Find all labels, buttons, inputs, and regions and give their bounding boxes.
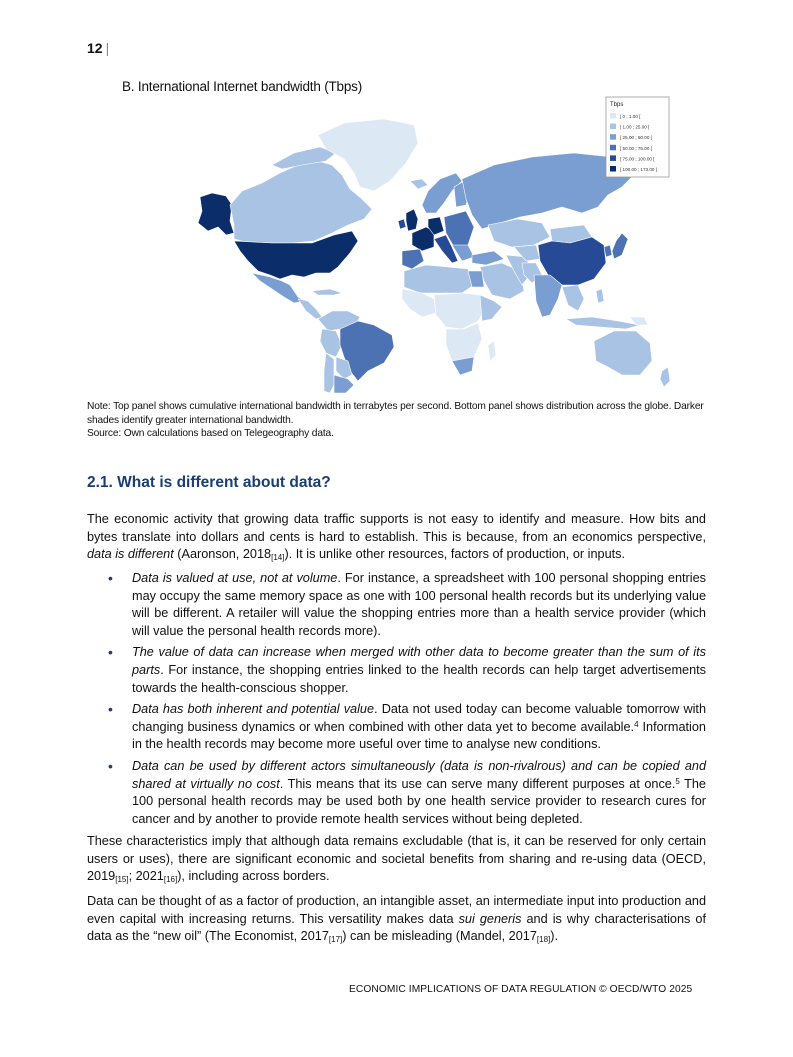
map-legend — [606, 97, 669, 177]
map-alaska — [198, 193, 234, 235]
intro-paragraph: The economic activity that growing data traffic supports is not easy to identify and measure. How bits and bytes translate into dollars and cents is hard to establish. This is because, from an economics perspective, data is different (Aaronson, $2018_{[14]}$). It is unlike other resources, factors of production, or inputs. — [87, 512, 706, 563]
page-number: 12 | — [87, 40, 110, 56]
legend-label: [ 1.00 ; 25.00 [ — [620, 124, 650, 130]
list-item: • The value of data can increase when merged with other data to become greater than the sum of its parts. For instance, the shopping entries linked to the health records can help target advertisements towards the health-conscious shopper. — [108, 644, 706, 695]
footnote-ref: 5 — [675, 776, 680, 786]
bullet-icon: • — [108, 757, 113, 774]
legend-label: [ 0 ; 1.00 [ — [620, 114, 641, 119]
map-australia — [594, 331, 652, 375]
source-text: Source: Own calculations based on Telegeography data. — [87, 428, 334, 439]
map-iceland — [410, 179, 428, 189]
bullet-icon: • — [108, 570, 113, 586]
map-iberia — [402, 249, 424, 269]
figure-note — [87, 400, 717, 441]
map-kazakhstan — [488, 219, 550, 247]
map-argentina — [334, 375, 354, 393]
map-se-asia — [562, 285, 584, 311]
map-madagascar — [488, 341, 496, 361]
map-philippines — [596, 289, 604, 303]
map-indonesia — [566, 317, 640, 329]
legend-label: [ 50.00 ; 75.00 [ — [620, 145, 652, 151]
list-item: • Data can be used by different actors simultaneously (data is non-rivalrous) and can be copied and shared at virtually no cost. This means that its use can serve many different purposes at once.$^5$ The 100 personal health records may be used both by one health service provider to research cures for cancer and by another to provide remote health services without being depleted. — [108, 757, 706, 826]
map-caribbean — [312, 289, 342, 295]
legend-label: [ 25.00 ; 50.00 [ — [620, 135, 652, 141]
map-india — [534, 275, 562, 317]
map-new-zealand — [660, 367, 670, 387]
map-uk — [406, 209, 418, 231]
world-bandwidth-map — [122, 95, 672, 393]
map-north-africa — [404, 265, 474, 293]
map-central-africa — [434, 293, 488, 329]
legend-label: [ 100.00 ; 173.00 ] — [620, 167, 658, 172]
legend-swatch — [610, 113, 616, 119]
characteristics-list — [87, 570, 706, 832]
legend-swatch — [610, 155, 616, 161]
map-ireland — [398, 219, 406, 229]
bullet-icon: • — [108, 644, 113, 661]
map-turkey — [472, 251, 504, 265]
map-chile — [324, 353, 334, 393]
legend-swatch — [610, 166, 616, 172]
legend-label: [ 75.00 ; 100.00 [ — [620, 156, 655, 162]
bullet-icon: • — [108, 701, 113, 718]
list-item: • Data is valued at use, not at volume. For instance, a spreadsheet with 100 personal shopping entries may occupy the same memory space as one with 100 personal health records but its underlying value will be different. A retailer will value the shopping entries more than a health service provider (which will value the personal health records more). — [108, 570, 706, 638]
legend-title: Tbps — [610, 102, 624, 108]
legend-swatch — [610, 124, 616, 130]
page-separator: | — [105, 40, 110, 56]
map-canada — [230, 161, 372, 243]
section-heading: 2.1. What is different about data? — [87, 474, 331, 491]
map-japan — [612, 233, 628, 259]
figure-title: B. International Internet bandwidth (Tbps) — [122, 79, 362, 94]
paragraph-factor-of-production: Data can be thought of as a factor of production, an intangible asset, an intermediate input into production and even capital with increasing returns. This versatility makes data sui generis and is why characterisations of data as the “new oil” (The Economist, $2017_{[17]}$) can be misleading (Mandel, $2017_{[18]}$). — [87, 894, 707, 945]
map-central-america — [298, 299, 322, 319]
legend-swatch — [610, 134, 616, 140]
map-peru-ecuador — [320, 329, 342, 357]
footnote-ref: 4 — [634, 719, 639, 729]
page-footer: ECONOMIC IMPLICATIONS OF DATA REGULATION © OECD/WTO 2025 — [349, 984, 693, 995]
legend-swatch — [610, 145, 616, 151]
paragraph-characteristics: These characteristics imply that although data remains excludable (that is, it can be reserved for only certain users or uses), there are significant economic and societal benefits from sharing and re-using data (OECD, $2019_{[15]}$; $2021_{[16]}$), including across borders. — [87, 834, 706, 885]
note-text: Note: Top panel shows cumulative international bandwidth in terrabytes per second. Bottom panel shows distribution across the globe. Darker shades identify greater international bandwidth. — [87, 401, 704, 426]
list-item: • Data has both inherent and potential value. Data not used today can become valuable tomorrow with changing business dynamics or when combined with other data yet to become available.$^4$ Information in the health records may become more useful over time to analyse new conditions. — [108, 701, 707, 752]
map-east-africa — [480, 295, 502, 321]
